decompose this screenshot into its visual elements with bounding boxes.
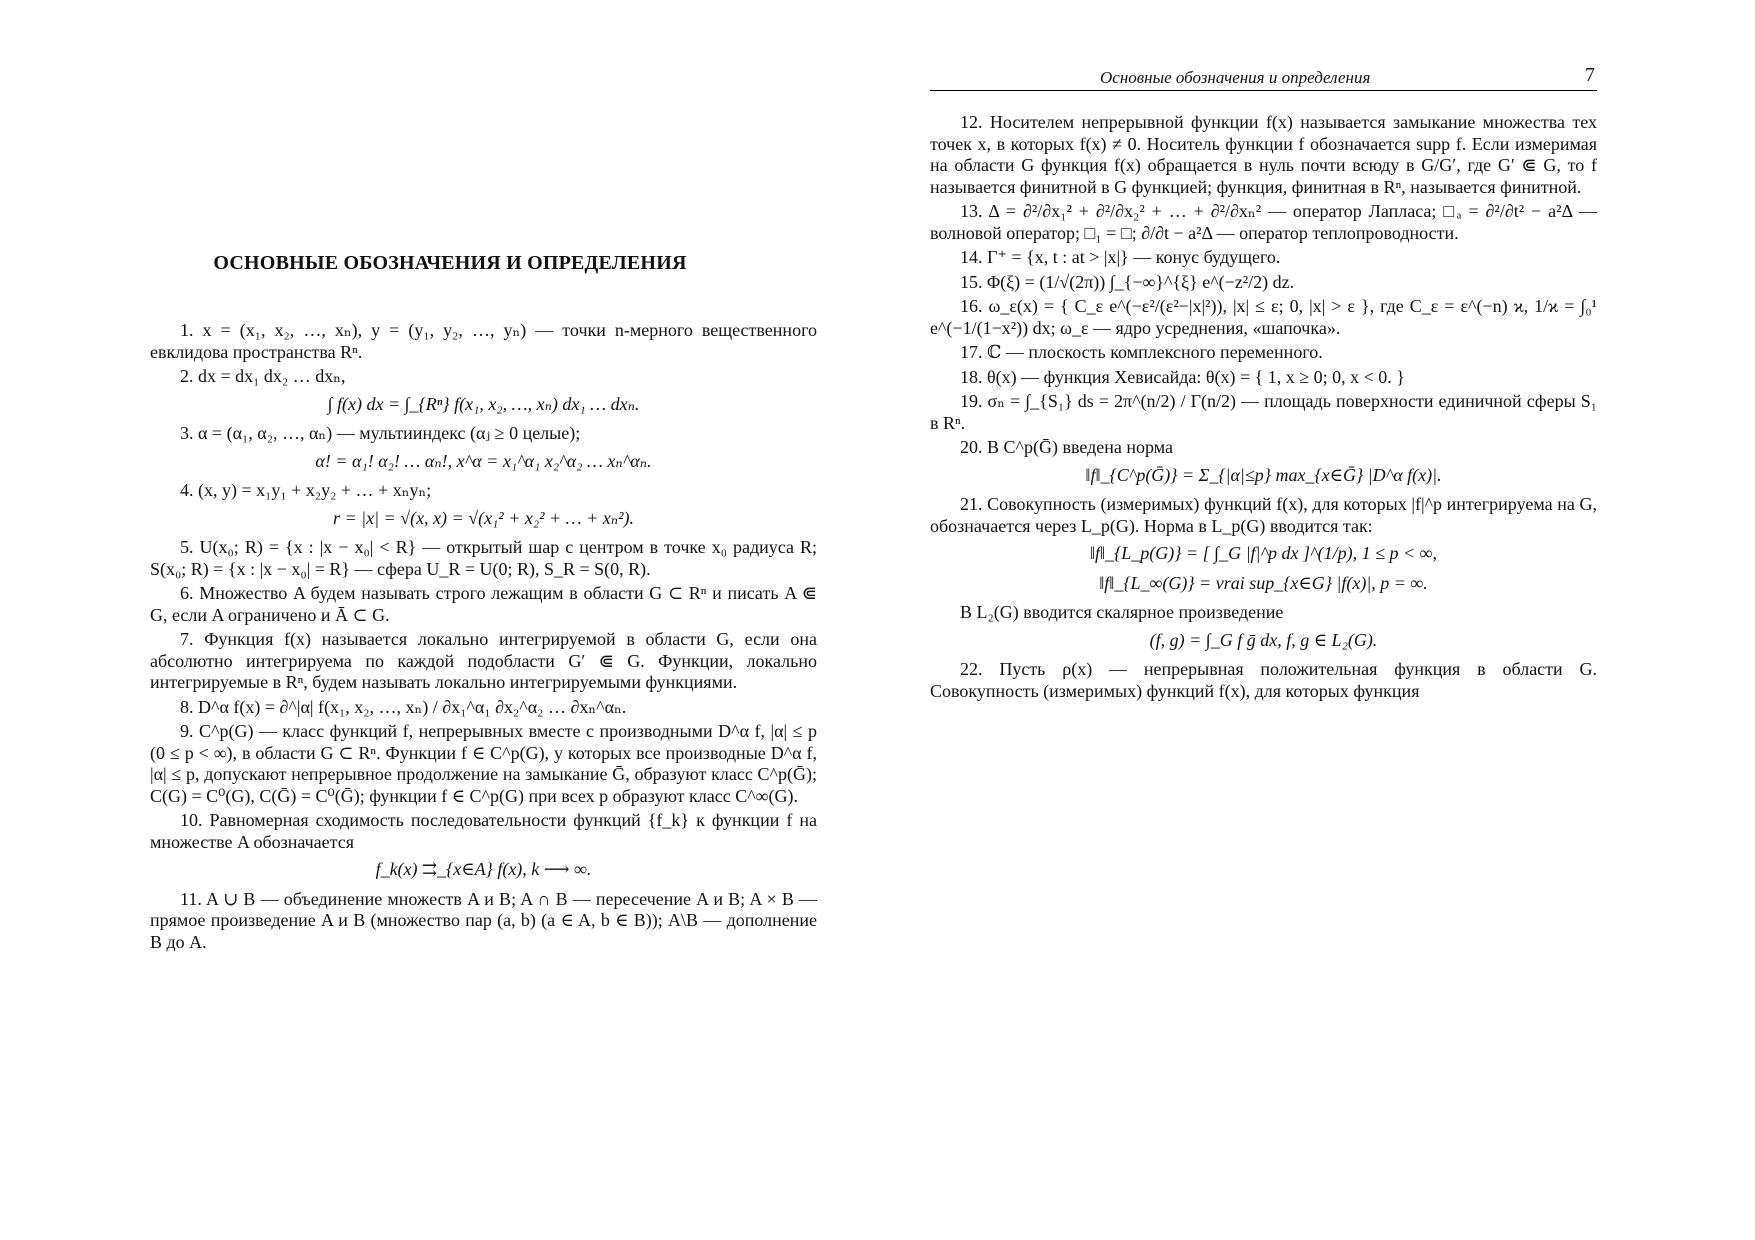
running-header — [930, 64, 1597, 91]
definition-paragraph: 21. Совокупность (измеримых) функций f(x), для которых |f|^p интегрируема на G, обозначается через L_p(G). Норма в L_p(G) вводится так: — [930, 494, 1597, 536]
definition-paragraph: 8. D^α f(x) = ∂^|α| f(x₁, x₂, …, xₙ) / ∂x₁^α₁ ∂x₂^α₂ … ∂xₙ^αₙ. — [180, 696, 627, 717]
right-page-body — [930, 112, 1597, 705]
definition-paragraph: 4. (x, y) = x₁y₁ + x₂y₂ + … + xₙyₙ; — [180, 480, 432, 500]
left-page — [150, 0, 817, 1240]
left-page-body — [150, 320, 817, 956]
definition-paragraph: 12. Носителем непрерывной функции f(x) называется замыкание множества тех точек x, в которых f(x) ≠ 0. Носитель функции f обозначается supp f. Если измеримая на области G функция f(x) обращается в нуль почти всюду в G/G′, где G′ ⋐ G, то f называется финитной в G функцией; функция, финитная в Rⁿ, называется финитной. — [930, 112, 1597, 197]
formula: ‖f‖_{L_∞(G)} = vrai sup_{x∈G} |f(x)|, p = ∞. — [1099, 572, 1428, 593]
definition-paragraph: 10. Равномерная сходимость последовательности функций {f_k} к функции f на множестве A обозначается — [150, 810, 817, 852]
formula: ‖f‖_{C^p(Ḡ)} = Σ_{|α|≤p} max_{x∈Ḡ} |D^α f(x)|. — [1085, 464, 1442, 485]
right-page — [930, 0, 1597, 1240]
formula: f_k(x) ⇉_{x∈A} f(x), k ⟶ ∞. — [375, 859, 592, 879]
formula: ∫ f(x) dx = ∫_{Rⁿ} f(x₁, x₂, …, xₙ) dx₁ … dxₙ. — [327, 393, 640, 414]
formula: α! = α₁! α₂! … αₙ!, x^α = x₁^α₁ x₂^α₂ … xₙ^αₙ. — [315, 450, 652, 471]
definition-paragraph: 16. ω_ε(x) = { C_ε e^(−ε²/(ε²−|x|²)), |x| ≤ ε; 0, |x| > ε }, где C_ε = ε^(−n) ϰ, 1/ϰ = ∫₀¹ e^(−1/(1−x²)) dx; ω_ε — ядро усреднения, «шапочка». — [930, 296, 1597, 338]
definition-paragraph: 1. x = (x₁, x₂, …, xₙ), y = (y₁, y₂, …, yₙ) — точки n-мерного вещественного евклидова пространства Rⁿ. — [150, 320, 817, 362]
formula: r = |x| = √(x, x) = √(x₁² + x₂² + … + xₙ²). — [333, 507, 634, 528]
definition-paragraph: 11. A ∪ B — объединение множеств A и B; A ∩ B — пересечение A и B; A × B — прямое произведение A и B (множество пар (a, b) (a ∈ A, b ∈ B)); A\B — дополнение B до A. — [150, 888, 817, 952]
page-title: ОСНОВНЫЕ ОБОЗНАЧЕНИЯ И ОПРЕДЕЛЕНИЯ — [213, 252, 687, 274]
definition-paragraph: 14. Γ⁺ = {x, t : at > |x|} — конус будущего. — [960, 247, 1281, 267]
running-header-title: Основные обозначения и определения — [1100, 68, 1371, 87]
formula: (f, g) = ∫_G f ḡ dx, f, g ∈ L₂(G). — [1149, 629, 1378, 650]
definition-paragraph: В L₂(G) вводится скалярное произведение — [960, 602, 1284, 622]
definition-paragraph: 20. В C^p(Ḡ) введена норма — [960, 437, 1173, 457]
definition-paragraph: 22. Пусть ρ(x) — непрерывная положительная функция в области G. Совокупность (измеримых) функций f(x), для которых функция — [930, 659, 1597, 701]
definition-paragraph: 6. Множество A будем называть строго лежащим в области G ⊂ Rⁿ и писать A ⋐ G, если A ограничено и Ā ⊂ G. — [150, 583, 817, 625]
definition-paragraph: 19. σₙ = ∫_{S₁} ds = 2π^(n/2) / Γ(n/2) — площадь поверхности единичной сферы S₁ в Rⁿ. — [930, 391, 1597, 433]
definition-paragraph: 3. α = (α₁, α₂, …, αₙ) — мультииндекс (αⱼ ≥ 0 целые); — [180, 423, 581, 443]
definition-paragraph: 2. dx = dx₁ dx₂ … dxₙ, — [180, 366, 346, 386]
formula: ‖f‖_{L_p(G)} = [ ∫_G |f|^p dx ]^(1/p), 1 ≤ p < ∞, — [1089, 543, 1437, 563]
definition-paragraph: 15. Φ(ξ) = (1/√(2π)) ∫_{−∞}^{ξ} e^(−z²/2) dz. — [960, 271, 1295, 292]
definition-paragraph: 7. Функция f(x) называется локально интегрируемой в области G, если она абсолютно интегрируема по каждой подобласти G′ ⋐ G. Функции, локально интегрируемые в Rⁿ, будем называть локально интегрируемыми функциями. — [150, 629, 817, 692]
definition-paragraph: 9. C^p(G) — класс функций f, непрерывных вместе с производными D^α f, |α| ≤ p (0 ≤ p < ∞), в области G ⊂ Rⁿ. Функции f ∈ C^p(G), у которых все производные D^α f, |α| ≤ p, допускают непрерывное продолжение на замыкание Ḡ, образуют класс C^p(Ḡ); C(G) = C⁰(G), C(Ḡ) = C⁰(Ḡ); функции f ∈ C^p(G) при всех p образуют класс C^∞(G). — [150, 721, 817, 806]
page-number: 7 — [1585, 64, 1595, 86]
definition-paragraph: 5. U(x₀; R) = {x : |x − x₀| < R} — открытый шар с центром в точке x₀ радиуса R; S(x₀; R) = {x : |x − x₀| = R} — сфера U_R = U(0; R), S_R = S(0, R). — [150, 537, 817, 579]
definition-paragraph: 13. Δ = ∂²/∂x₁² + ∂²/∂x₂² + … + ∂²/∂xₙ² — оператор Лапласа; □ₐ = ∂²/∂t² − a²Δ — волновой оператор; □₁ = □; ∂/∂t − a²Δ — оператор теплопроводности. — [930, 201, 1597, 243]
definition-paragraph: 17. ℂ — плоскость комплексного переменного. — [960, 342, 1323, 362]
definition-paragraph: 18. θ(x) — функция Хевисайда: θ(x) = { 1, x ≥ 0; 0, x < 0. } — [960, 366, 1405, 387]
